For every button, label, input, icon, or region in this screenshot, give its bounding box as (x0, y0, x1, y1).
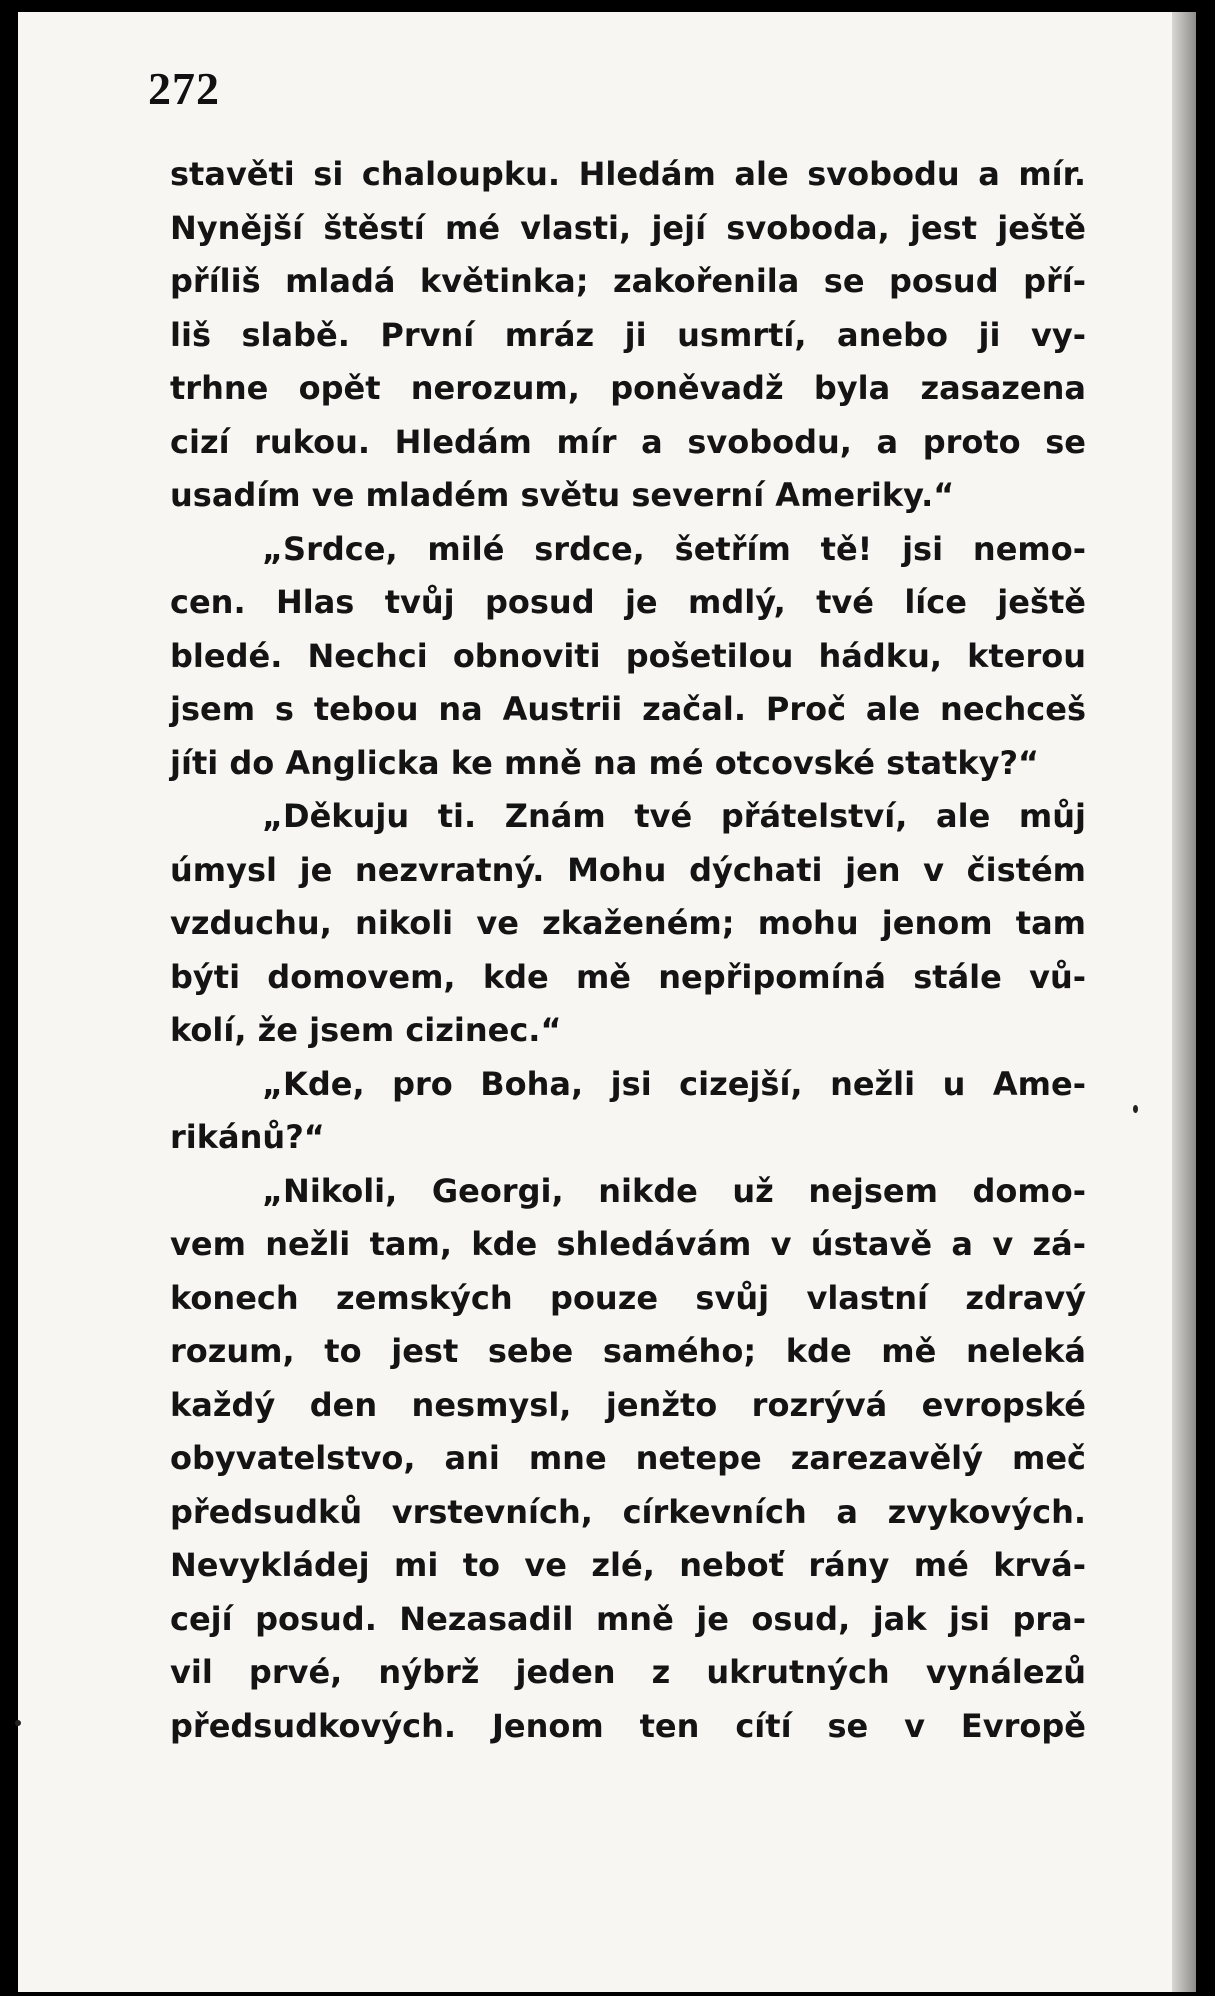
text-line: úmysl je nezvratný. Mohu dýchati jen v čistém (170, 850, 1086, 889)
text-line: „Kde, pro Boha, jsi cizejší, nežli u Ame- (262, 1064, 1086, 1103)
text-line: Nevykládej mi to ve zlé, neboť rány mé krvá- (170, 1546, 1086, 1584)
text-line: bledé. Nechci obnoviti pošetilou hádku, kterou (170, 636, 1086, 675)
text-line: vil prvé, nýbrž jeden z ukrutných vynálezů (170, 1653, 1086, 1691)
text-line: jíti do Anglicka ke mně na mé otcovské statky?“ (170, 743, 1040, 782)
text-line: vzduchu, nikoli ve zkaženém; mohu jenom tam (170, 904, 1086, 942)
text-line: rozum, to jest sebe samého; kde mě neleká (170, 1332, 1086, 1370)
text-line: cejí posud. Nezasadil mně je osud, jak jsi pra- (170, 1599, 1086, 1638)
text-line: předsudků vrstevních, církevních a zvykových. (170, 1492, 1086, 1531)
ink-speck (15, 1720, 21, 1726)
text-line: býti domovem, kde mě nepřipomíná stále vů- (170, 957, 1086, 996)
text-line: liš slabě. První mráz ji usmrtí, anebo ji vy- (170, 315, 1086, 354)
text-line: „Nikoli, Georgi, nikde už nejsem domo- (262, 1171, 1086, 1210)
page-number: 272 (148, 63, 220, 114)
text-line: předsudkových. Jenom ten cítí se v Evropě (170, 1706, 1086, 1745)
body-text (170, 148, 1086, 1753)
text-line: rikánů?“ (170, 1118, 325, 1156)
text-line: cizí rukou. Hledám mír a svobodu, a proto se (170, 422, 1086, 461)
text-line: „Srdce, milé srdce, šetřím tě! jsi nemo- (262, 529, 1086, 568)
text-line: obyvatelstvo, ani mne netepe zarezavělý meč (170, 1439, 1086, 1477)
text-line: vem nežli tam, kde shledávám v ústavě a v zá- (170, 1225, 1086, 1263)
text-line: příliš mladá květinka; zakořenila se posud pří- (170, 262, 1086, 300)
text-line: konech zemských pouze svůj vlastní zdravý (170, 1278, 1086, 1317)
text-line: jsem s tebou na Austrii začal. Proč ale nechceš (170, 690, 1086, 728)
text-line: „Děkuju ti. Znám tvé přátelství, ale můj (262, 797, 1086, 835)
text-line: trhne opět nerozum, poněvadž byla zasazena (170, 369, 1086, 407)
page-edge-shadow (1172, 12, 1196, 1992)
text-line: kolí, že jsem cizinec.“ (170, 1011, 562, 1049)
text-line: stavěti si chaloupku. Hledám ale svobodu a mír. (170, 155, 1086, 193)
text-line: Nynější štěstí mé vlasti, její svoboda, jest ještě (170, 208, 1086, 247)
text-line: usadím ve mladém světu severní Ameriky.“ (170, 476, 955, 514)
ink-speck (1133, 1105, 1138, 1113)
text-line: cen. Hlas tvůj posud je mdlý, tvé líce ještě (170, 583, 1086, 621)
text-line: každý den nesmysl, jenžto rozrývá evropské (170, 1385, 1086, 1424)
